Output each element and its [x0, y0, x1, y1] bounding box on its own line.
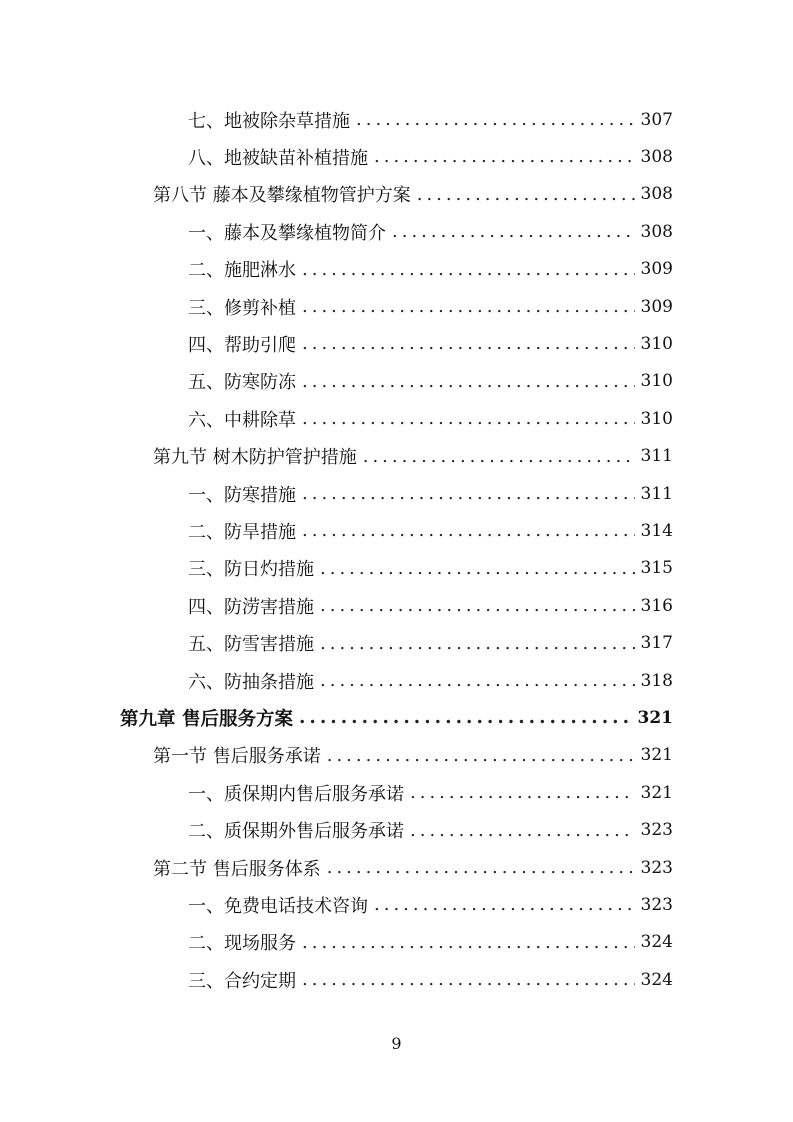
- toc-entry[interactable]: [188, 475, 673, 512]
- toc-entry-label: 三、修剪补植: [188, 297, 296, 319]
- toc-entry[interactable]: [120, 699, 673, 736]
- toc-entry[interactable]: [153, 737, 673, 774]
- toc-entry-page: 314: [640, 520, 673, 541]
- toc-entry-page: 307: [640, 109, 673, 130]
- toc-entry-label: 一、免费电话技术咨询: [188, 895, 368, 917]
- toc-entry-page: 315: [640, 558, 673, 579]
- toc-entry-label: 二、防旱措施: [188, 521, 296, 543]
- toc-entry[interactable]: [188, 924, 673, 961]
- toc-dot-leader: [302, 520, 635, 541]
- toc-dot-leader: [302, 483, 635, 504]
- toc-entry[interactable]: [153, 849, 673, 886]
- toc-dot-leader: [302, 333, 635, 354]
- toc-entry-page: 324: [640, 932, 673, 953]
- toc-dot-leader: [302, 408, 635, 429]
- toc-entry[interactable]: [188, 774, 673, 811]
- toc-entry[interactable]: [188, 363, 673, 400]
- toc-dot-leader: [302, 932, 635, 953]
- toc-dot-leader: [302, 969, 635, 990]
- toc-entry[interactable]: [188, 138, 673, 175]
- toc-entry[interactable]: [153, 438, 673, 475]
- toc-dot-leader: [374, 894, 635, 915]
- toc-entry[interactable]: [188, 625, 673, 662]
- toc-entry-label: 第二节 售后服务体系: [153, 858, 321, 880]
- toc-entry-label: 四、帮助引爬: [188, 334, 296, 356]
- toc-dot-leader: [327, 857, 635, 878]
- toc-dot-leader: [374, 146, 635, 167]
- toc-entry-page: 324: [640, 969, 673, 990]
- toc-entry-page: 323: [640, 894, 673, 915]
- toc-dot-leader: [320, 633, 635, 654]
- toc-entry-page: 310: [640, 371, 673, 392]
- toc-dot-leader: [320, 558, 635, 579]
- toc-dot-leader: [299, 707, 632, 728]
- toc-entry-page: 321: [637, 707, 673, 728]
- toc-entry[interactable]: [188, 213, 673, 250]
- toc-entry-page: 309: [640, 296, 673, 317]
- toc-entry[interactable]: [188, 812, 673, 849]
- toc-entry-page: 323: [640, 820, 673, 841]
- toc-entry[interactable]: [188, 662, 673, 699]
- toc-entry[interactable]: [188, 961, 673, 998]
- toc-dot-leader: [363, 446, 635, 467]
- toc-entry-page: 310: [640, 408, 673, 429]
- toc-dot-leader: [302, 259, 635, 280]
- toc-entry-page: 310: [640, 333, 673, 354]
- page-number: 9: [391, 1034, 402, 1053]
- toc-entry-page: 308: [640, 184, 673, 205]
- toc-dot-leader: [302, 296, 635, 317]
- toc-entry-label: 五、防雪害措施: [188, 634, 314, 656]
- toc-entry-label: 三、防日灼措施: [188, 559, 314, 581]
- toc-dot-leader: [392, 221, 635, 242]
- toc-entry-label: 二、质保期外售后服务承诺: [188, 821, 404, 843]
- toc-entry[interactable]: [188, 886, 673, 923]
- toc-entry-page: 308: [640, 221, 673, 242]
- toc-entry-label: 第九节 树木防护管护措施: [153, 447, 357, 469]
- toc-entry-page: 321: [640, 782, 673, 803]
- toc-entry-label: 三、合约定期: [188, 970, 296, 992]
- toc-entry-page: 323: [640, 857, 673, 878]
- toc-dot-leader: [410, 820, 635, 841]
- toc-dot-leader: [417, 184, 635, 205]
- toc-entry-label: 七、地被除杂草措施: [188, 110, 350, 132]
- toc-entry-label: 五、防寒防冻: [188, 372, 296, 394]
- toc-entry[interactable]: [188, 288, 673, 325]
- toc-entry[interactable]: [188, 400, 673, 437]
- toc-entry-label: 第八节 藤本及攀缘植物管护方案: [153, 185, 411, 207]
- toc-entry-label: 六、中耕除草: [188, 409, 296, 431]
- toc-entry[interactable]: [188, 251, 673, 288]
- toc-dot-leader: [320, 595, 635, 616]
- toc-entry-label: 二、施肥淋水: [188, 260, 296, 282]
- toc-dot-leader: [327, 745, 635, 766]
- toc-entry[interactable]: [188, 512, 673, 549]
- toc-entry-page: 311: [640, 483, 673, 504]
- toc-entry-page: 309: [640, 259, 673, 280]
- toc-entry[interactable]: [188, 101, 673, 138]
- toc-entry-page: 316: [640, 595, 673, 616]
- toc-entry[interactable]: [188, 587, 673, 624]
- toc-entry-label: 一、防寒措施: [188, 484, 296, 506]
- toc-entry-label: 二、现场服务: [188, 933, 296, 955]
- toc-entry-page: 317: [640, 633, 673, 654]
- toc-dot-leader: [320, 670, 635, 691]
- toc-entry[interactable]: [153, 176, 673, 213]
- toc-entry-label: 四、防涝害措施: [188, 596, 314, 618]
- toc-dot-leader: [302, 371, 635, 392]
- toc-entry-label: 八、地被缺苗补植措施: [188, 147, 368, 169]
- toc-entry-page: 318: [640, 670, 673, 691]
- toc-entry-label: 第一节 售后服务承诺: [153, 746, 321, 768]
- toc-entry-page: 321: [640, 745, 673, 766]
- toc-dot-leader: [356, 109, 635, 130]
- toc-dot-leader: [410, 782, 635, 803]
- toc-entry-page: 308: [640, 146, 673, 167]
- toc-entry[interactable]: [188, 325, 673, 362]
- toc-entry-label: 第九章 售后服务方案: [120, 708, 293, 730]
- toc-entry-label: 一、质保期内售后服务承诺: [188, 783, 404, 805]
- toc-entry[interactable]: [188, 550, 673, 587]
- toc-entry-label: 六、防抽条措施: [188, 671, 314, 693]
- toc-entry-page: 311: [640, 446, 673, 467]
- toc-entry-label: 一、藤本及攀缘植物简介: [188, 222, 386, 244]
